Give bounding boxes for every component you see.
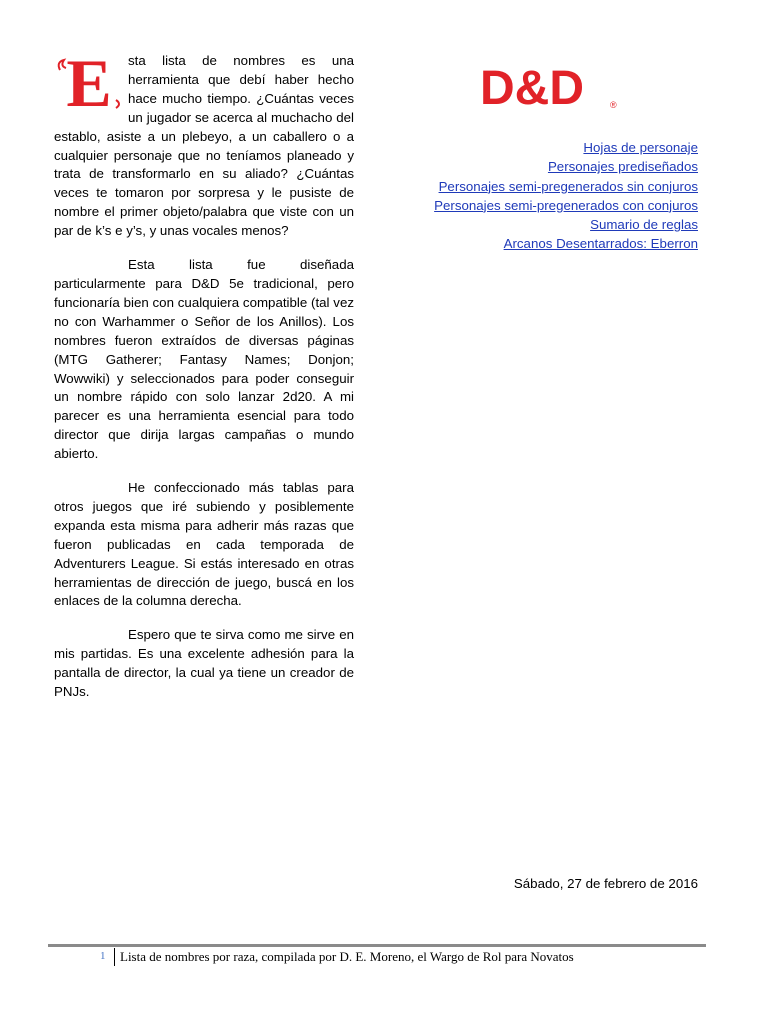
footer-text: Lista de nombres por raza, compilada por D. E. Moreno, el Wargo de Rol para Novatos: [120, 949, 574, 964]
link-hojas-de-personaje[interactable]: Hojas de personaje: [583, 140, 698, 155]
page-number: 1: [100, 950, 106, 962]
svg-text:D&D: D&D: [480, 62, 584, 114]
drop-cap-e: [54, 52, 124, 110]
svg-text:®: ®: [610, 100, 617, 110]
paragraph-4: Espero que te sirva como me sirve en mis partidas. Es una excelente adhesión para la pantalla de director, la cual ya tiene un creador de PNJs.: [54, 627, 354, 700]
paragraph-2: Esta lista fue diseñada particularmente para D&D 5e tradicional, pero funcionaría bien con cualquiera compatible (tal vez no con Warhammer o Señor de los Anillos). Los nombres fueron extraídos de diversas páginas (MTG Gatherer; Fantasy Names; Donjon; Wowwiki) y seleccionados para poder conseguir un nombre rápido con solo lanzar 2d20. A mi parecer es una herramienta esencial para todo director que dirija largas campañas o mundo abierto.: [54, 257, 354, 462]
link-personajes-predisenados[interactable]: Personajes prediseñados: [547, 159, 698, 175]
link-sumario-de-reglas[interactable]: Sumario de reglas: [590, 217, 698, 233]
link-arcanos-desentarrados-eberron[interactable]: Arcanos Desentarrados: Eberron: [503, 236, 698, 252]
link-semi-pregenerados-con-conjuros[interactable]: Personajes semi-pregenerados con conjuros: [434, 197, 698, 213]
paragraph-1-text: sta lista de nombres es una herramienta que debí haber hecho hace mucho tiempo. ¿Cuántas veces un jugador se acerca al muchacho del establo, asiste a un plebeyo, a un caballero o a cualquier personaje que no teníamos planeado y trata de transformarlo en su aliado? ¿Cuántas veces te tomaron por sorpresa y le pusiste de nombre el primer objeto/palabra que viste con un par de k’s e y’s, y unas vocales menos?: [54, 53, 354, 239]
paragraph-1: [54, 52, 354, 241]
link-semi-pregenerados-sin-conjuros[interactable]: Personajes semi-pregenerados sin conjuros: [438, 178, 698, 194]
footer-separator: [114, 948, 115, 966]
page-footer: [48, 948, 706, 968]
resource-links: [434, 138, 698, 254]
publication-date: Sábado, 27 de febrero de 2016: [513, 876, 698, 891]
footer-divider: [48, 944, 706, 947]
article-body: [54, 52, 354, 717]
svg-text:E: E: [66, 52, 112, 110]
dnd-logo: [476, 58, 624, 114]
paragraph-3: He confeccionado más tablas para otros juegos que iré subiendo y posiblemente expanda esta misma para adherir más razas que fueron publicadas en cada temporada de Adventurers League. Si estás interesado en otras herramientas de dirección de juego, buscá en los enlaces de la columna derecha.: [54, 480, 354, 609]
